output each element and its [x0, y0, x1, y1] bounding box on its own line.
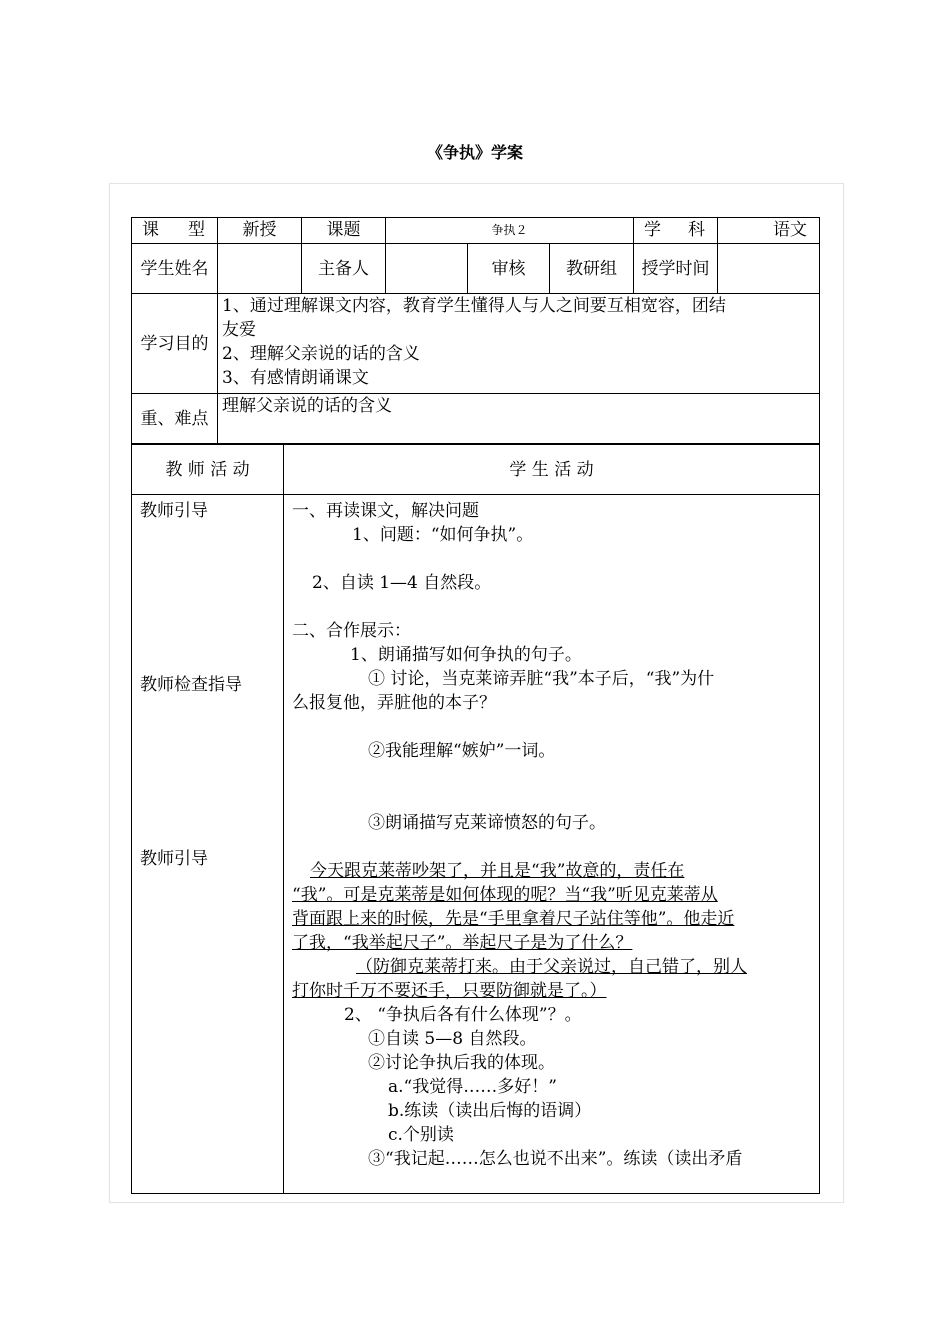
underlined-passage-line: “我”。可是克莱蒂是如何体现的呢？当“我”听见克莱蒂从 [292, 885, 718, 905]
student-activity-header: 学 生 活 动 [284, 445, 820, 495]
topic-label: 课题 [302, 218, 386, 244]
key-points-label: 重、难点 [132, 394, 218, 444]
student-activities-column [284, 495, 820, 1194]
activity-line: 二、合作展示： [292, 621, 411, 641]
activity-line: a.“我觉得……多好！” [388, 1077, 557, 1097]
underlined-passage-line: 背面跟上来的时候，先是“手里拿着尺子站住等他”。他走近 [292, 909, 735, 929]
teaching-time-field[interactable] [718, 244, 820, 294]
activity-line: b.练读（读出后悔的语调） [388, 1101, 592, 1121]
student-name-field[interactable] [218, 244, 302, 294]
lesson-info-table [131, 217, 820, 444]
teacher-steps-column [132, 495, 284, 1194]
underlined-passage-line: 了我，“我举起尺子”。举起尺子是为了什么？ [292, 933, 633, 953]
student-name-label: 学生姓名 [132, 244, 218, 294]
activity-line: 一、再读课文，解决问题 [292, 501, 479, 521]
lead-preparer-label: 主备人 [302, 244, 386, 294]
objective-line: 3、有感情朗诵课文 [222, 368, 369, 388]
reviewer-label: 审核 [468, 244, 550, 294]
teacher-step: 教师检查指导 [140, 675, 242, 695]
activity-line: ③“我记起……怎么也说不出来”。练读（读出矛盾 [368, 1149, 743, 1169]
page-title: 《争执》学案 [426, 143, 523, 162]
objective-line: 2、理解父亲说的话的含义 [222, 344, 420, 364]
teacher-step: 教师引导 [140, 501, 208, 521]
subject-value: 语文 [718, 218, 820, 244]
activity-line: ③朗诵描写克莱谛愤怒的句子。 [368, 813, 606, 833]
subject-label: 学 科 [634, 218, 718, 244]
lead-preparer-field[interactable] [386, 244, 468, 294]
activity-line: ②讨论争执后我的体现。 [368, 1053, 555, 1073]
topic-value: 争执２ [386, 218, 634, 244]
objective-line: 1、通过理解课文内容，教育学生懂得人与人之间要互相宽容，团结 [222, 296, 726, 316]
activity-line: ①自读 5—8 自然段。 [368, 1029, 537, 1049]
underlined-passage-line: （防御克莱蒂打来。由于父亲说过，自己错了，别人 [356, 957, 747, 977]
underlined-passage-line: 今天跟克莱蒂吵架了，并且是“我”故意的，责任在 [310, 861, 685, 881]
objective-line: 友爱 [222, 320, 256, 340]
activity-line: 2、 “争执后各有什么体现”？。 [344, 1005, 582, 1025]
objectives-content [218, 294, 820, 394]
activities-table [131, 444, 820, 1194]
objectives-label: 学习目的 [132, 294, 218, 394]
research-group-label: 教研组 [550, 244, 634, 294]
underlined-passage-line: 打你时千万不要还手，只要防御就是了。） [292, 981, 607, 1001]
activity-line: ②我能理解“嫉妒”一词。 [368, 741, 556, 761]
activity-line: ① 讨论，当克莱谛弄脏“我”本子后，“我”为什 [368, 669, 715, 689]
course-type-value: 新授 [218, 218, 302, 244]
activity-line: 2、自读 1—4 自然段。 [312, 573, 492, 593]
teacher-step: 教师引导 [140, 849, 208, 869]
course-type-label: 课 型 [132, 218, 218, 244]
activity-line: 1、朗诵描写如何争执的句子。 [350, 645, 582, 665]
teaching-time-label: 授学时间 [634, 244, 718, 294]
key-points-value: 理解父亲说的话的含义 [218, 394, 820, 444]
teacher-activity-header: 教 师 活 动 [132, 445, 284, 495]
activity-line: c.个别读 [388, 1125, 454, 1145]
activity-line: 1、问题：“如何争执”。 [352, 525, 534, 545]
activity-line: 么报复他，弄脏他的本子？ [292, 693, 496, 713]
